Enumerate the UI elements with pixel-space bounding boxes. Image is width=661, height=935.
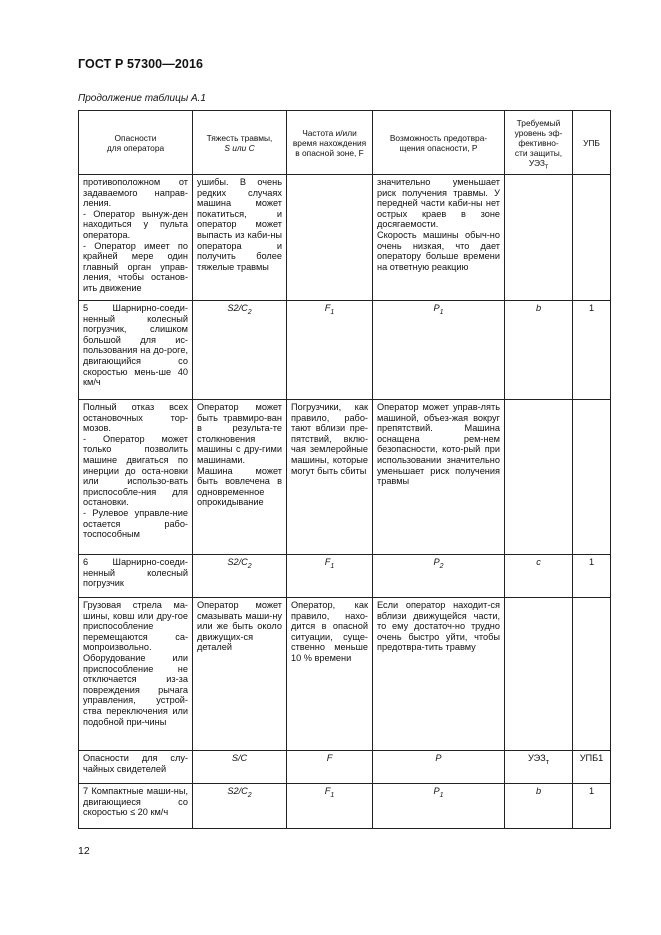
cell-avoidance: Если оператор находит-ся вблизи движущейся части, то ему достаточ-но трудно очень быстро уйти, чтобы предотвра-тить травму — [373, 598, 505, 751]
cell-required — [505, 400, 573, 555]
cell-avoidance: Оператор может управ-лять машиной, объез-жая вокруг препятствий. Машина оснащена рем-нем безопасности, кото-рый при использовании значительно уменьшает риск получения травмы — [373, 400, 505, 555]
cell-frequency: $F_1$ — [287, 301, 373, 400]
cell-frequency: $F_1$ — [287, 555, 373, 598]
table-row — [79, 175, 611, 301]
table-caption: Продолжение таблицы А.1 — [78, 93, 206, 104]
cell-hazard: Грузовая стрела ма-шины, ковш или дру-гое приспособление перемещаются са-мопроизвольно. Оборудование или приспособление не отключается из-за повреждения рычага управления, устрой-ства переключения или подобной при-чины — [79, 598, 193, 751]
cell-severity: Оператор может быть травмиро-ван в результа-те столкновения машины с дру-гими машинами. Машина может быть вовлечена в одновременное опрокидывание — [193, 400, 287, 555]
cell-severity: $S2/C_2$ — [193, 555, 287, 598]
cell-required — [505, 175, 573, 301]
cell-required: b — [505, 301, 573, 400]
table-row — [79, 751, 611, 784]
table-row — [79, 555, 611, 598]
cell-severity: S/C — [193, 751, 287, 784]
hazard-table — [78, 110, 611, 829]
cell-avoidance: $P_1$ — [373, 301, 505, 400]
cell-required: c — [505, 555, 573, 598]
col-header-avoidance: Возможность предотвра- щения опасности, P — [373, 111, 505, 175]
cell-upb — [573, 400, 611, 555]
cell-hazard: Опасности для слу-чайных свидетелей — [79, 751, 193, 784]
standard-id: ГОСТ Р 57300—2016 — [78, 57, 204, 71]
cell-upb — [573, 598, 611, 751]
cell-upb: 1 — [573, 301, 611, 400]
table-header-row — [79, 111, 611, 175]
col-header-frequency: Частота и/или время нахождения в опасной зоне, F — [287, 111, 373, 175]
table-row — [79, 400, 611, 555]
cell-severity: $S2/C_2$ — [193, 784, 287, 829]
cell-upb: 1 — [573, 555, 611, 598]
cell-avoidance: $P_2$ — [373, 555, 505, 598]
cell-hazard: противоположном от задаваемого направ-ления. - Оператор вынуж-ден находиться у пульта оператора. - Оператор имеет по крайней мере один главный орган управ-ления, чтобы останов-ить движение — [79, 175, 193, 301]
cell-severity: Оператор может смазывать маши-ну или же быть около движущих-ся деталей — [193, 598, 287, 751]
table-row — [79, 598, 611, 751]
cell-severity: ушибы. В очень редких случаях машина может покатиться, и оператор может выпасть из каби-ны оператора и получить более тяжелые травмы — [193, 175, 287, 301]
cell-upb: УПБ1 — [573, 751, 611, 784]
cell-avoidance: $P_1$ — [373, 784, 505, 829]
cell-hazard: 5 Шарнирно-соеди-ненный колесный погрузчик, слишком большой для ис-пользования на до-роге, двигающийся со скоростью мень-ше 40 км/ч — [79, 301, 193, 400]
cell-frequency: Погрузчики, как правило, рабо-тают вблизи пре-пятствий, вклю-чая землеройные машины, которые могут быть сбиты — [287, 400, 373, 555]
cell-frequency — [287, 175, 373, 301]
cell-frequency: F — [287, 751, 373, 784]
cell-required: b — [505, 784, 573, 829]
cell-frequency: $F_1$ — [287, 784, 373, 829]
table-row — [79, 301, 611, 400]
cell-required: $УЭЗ_т$ — [505, 751, 573, 784]
cell-required — [505, 598, 573, 751]
cell-upb: 1 — [573, 784, 611, 829]
cell-hazard: Полный отказ всех остановочных тор-мозов. - Оператор может только позволить машине двигаться по инерции до оста-новки или использо-вать приспособле-ния для остановки. - Рулевое управле-ние остается рабо-тоспособным — [79, 400, 193, 555]
col-header-hazard: Опасности для оператора — [79, 111, 193, 175]
col-header-upb: УПБ — [573, 111, 611, 175]
cell-frequency: Оператор, как правило, нахо-дится в опасной ситуации, суще-ственно меньше 10 % времени — [287, 598, 373, 751]
cell-hazard: 6 Шарнирно-соеди-ненный колесный погрузчик — [79, 555, 193, 598]
table-row — [79, 784, 611, 829]
cell-hazard: 7 Компактные маши-ны, двигающиеся со скоростью ≤ 20 км/ч — [79, 784, 193, 829]
col-header-severity: Тяжесть травмы, S или C — [193, 111, 287, 175]
cell-avoidance: значительно уменьшает риск получения травмы. У передней части каби-ны нет острых краев в зоне досягаемости. Скорость машины обыч-но очень низкая, что дает оператору больше времени на ответную реакцию — [373, 175, 505, 301]
cell-severity: $S2/C_2$ — [193, 301, 287, 400]
cell-upb — [573, 175, 611, 301]
page-number: 12 — [78, 845, 90, 857]
col-header-required: Требуемый уровень эф- фективно- сти защиты, $УЭЗ_т$ — [505, 111, 573, 175]
cell-avoidance: P — [373, 751, 505, 784]
